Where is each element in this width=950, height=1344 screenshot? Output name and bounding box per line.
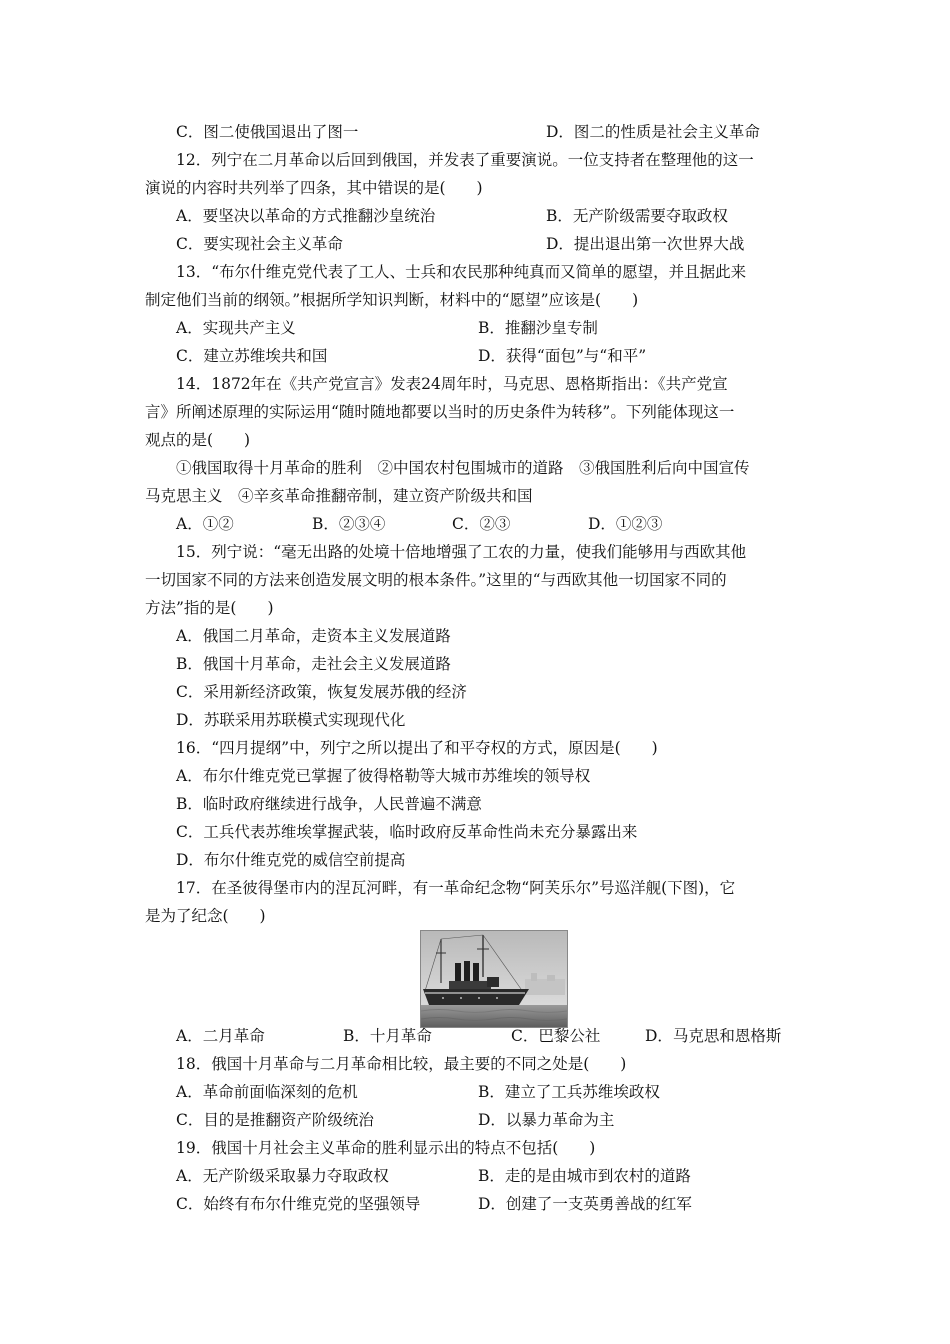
q19-stem-line-1: 19．俄国十月社会主义革命的胜利显示出的特点不包括( ): [176, 1139, 596, 1157]
q15-option-b: B．俄国十月革命，走社会主义发展道路: [176, 655, 451, 673]
q14-stem-line-2: 言》所阐述原理的实际运用“随时随地都要以当时的历史条件为转移”。下列能体现这一: [145, 403, 735, 421]
q14-stem-line-1: 14．1872年在《共产党宣言》发表24周年时，马克思、恩格斯指出：《共产党宣: [176, 375, 728, 393]
q15-option-a: A．俄国二月革命，走资本主义发展道路: [176, 627, 451, 645]
q19-option-d: D．创建了一支英勇善战的红军: [478, 1195, 692, 1213]
q19-option-a: A．无产阶级采取暴力夺取政权: [176, 1167, 389, 1185]
q19-option-c: C．始终有布尔什维克党的坚强领导: [176, 1195, 421, 1213]
q18-option-c: C．目的是推翻资产阶级统治: [176, 1111, 374, 1129]
q14-stem-line-3: 观点的是( ): [145, 431, 251, 449]
q18-option-b: B．建立了工兵苏维埃政权: [478, 1083, 660, 1101]
q15-stem-line-2: 一切国家不同的方法来创造发展文明的根本条件。”这里的“与西欧其他一切国家不同的: [145, 571, 727, 589]
q18-option-d: D．以暴力革命为主: [478, 1111, 615, 1129]
q15-option-c: C．采用新经济政策，恢复发展苏俄的经济: [176, 683, 467, 701]
aurora-cruiser-photo: [420, 930, 568, 1028]
q17-stem-line-1: 17．在圣彼得堡市内的涅瓦河畔，有一革命纪念物“阿芙乐尔”号巡洋舰(下图)，它: [176, 879, 736, 897]
q17-stem-line-2: 是为了纪念( ): [145, 907, 266, 925]
q15-option-d: D．苏联采用苏联模式实现现代化: [176, 711, 406, 729]
q13-option-d: D．获得“面包”与“和平”: [478, 347, 647, 365]
q17-option-a: A．二月革命: [176, 1027, 265, 1045]
q12-option-a: A．要坚决以革命的方式推翻沙皇统治: [176, 207, 436, 225]
q19-option-b: B．走的是由城市到农村的道路: [478, 1167, 691, 1185]
q16-option-a: A．布尔什维克党已掌握了彼得格勒等大城市苏维埃的领导权: [176, 767, 591, 785]
q12-stem-line-2: 演说的内容时共列举了四条，其中错误的是( ): [145, 179, 483, 197]
q17-option-d: D．马克思和恩格斯: [645, 1027, 782, 1045]
q15-stem-line-3: 方法”指的是( ): [145, 599, 274, 617]
q16-stem-line-1: 16．“四月提纲”中，列宁之所以提出了和平夺权的方式，原因是( ): [176, 739, 658, 757]
q13-stem-line-2: 制定他们当前的纲领。”根据所学知识判断，材料中的“愿望”应该是( ): [145, 291, 639, 309]
q14-option-c: C．②③: [452, 515, 511, 533]
q16-option-b: B．临时政府继续进行战争，人民普遍不满意: [176, 795, 482, 813]
q17-option-c: C．巴黎公社: [511, 1027, 601, 1045]
q13-option-c: C．建立苏维埃共和国: [176, 347, 328, 365]
q11-option-c: C．图二使俄国退出了图一: [176, 123, 359, 141]
q18-stem-line-1: 18．俄国十月革命与二月革命相比较，最主要的不同之处是( ): [176, 1055, 627, 1073]
q12-stem-line-1: 12．列宁在二月革命以后回到俄国，并发表了重要演说。一位支持者在整理他的这一: [176, 151, 754, 169]
q13-stem-line-1: 13．“布尔什维克党代表了工人、士兵和农民那种纯真而又简单的愿望，并且据此来: [176, 263, 747, 281]
q11-option-d: D．图二的性质是社会主义革命: [546, 123, 760, 141]
q16-option-c: C．工兵代表苏维埃掌握武装，临时政府反革命性尚未充分暴露出来: [176, 823, 638, 841]
q12-option-d: D．提出退出第一次世界大战: [546, 235, 745, 253]
q16-option-d: D．布尔什维克党的威信空前提高: [176, 851, 406, 869]
q12-option-c: C．要实现社会主义革命: [176, 235, 343, 253]
q12-option-b: B．无产阶级需要夺取政权: [546, 207, 728, 225]
q13-option-a: A．实现共产主义: [176, 319, 296, 337]
q18-option-a: A．革命前面临深刻的危机: [176, 1083, 358, 1101]
q14-items-line-2: 马克思主义 ④辛亥革命推翻帝制，建立资产阶级共和国: [145, 487, 533, 505]
q14-option-b: B．②③④: [312, 515, 386, 533]
q14-option-a: A．①②: [176, 515, 234, 533]
q13-option-b: B．推翻沙皇专制: [478, 319, 598, 337]
q14-option-d: D．①②③: [588, 515, 663, 533]
q14-items-line-1: ①俄国取得十月革命的胜利 ②中国农村包围城市的道路 ③俄国胜利后向中国宣传: [176, 459, 750, 477]
q17-option-b: B．十月革命: [343, 1027, 432, 1045]
q15-stem-line-1: 15．列宁说：“毫无出路的处境十倍地增强了工农的力量，使我们能够用与西欧其他: [176, 543, 747, 561]
